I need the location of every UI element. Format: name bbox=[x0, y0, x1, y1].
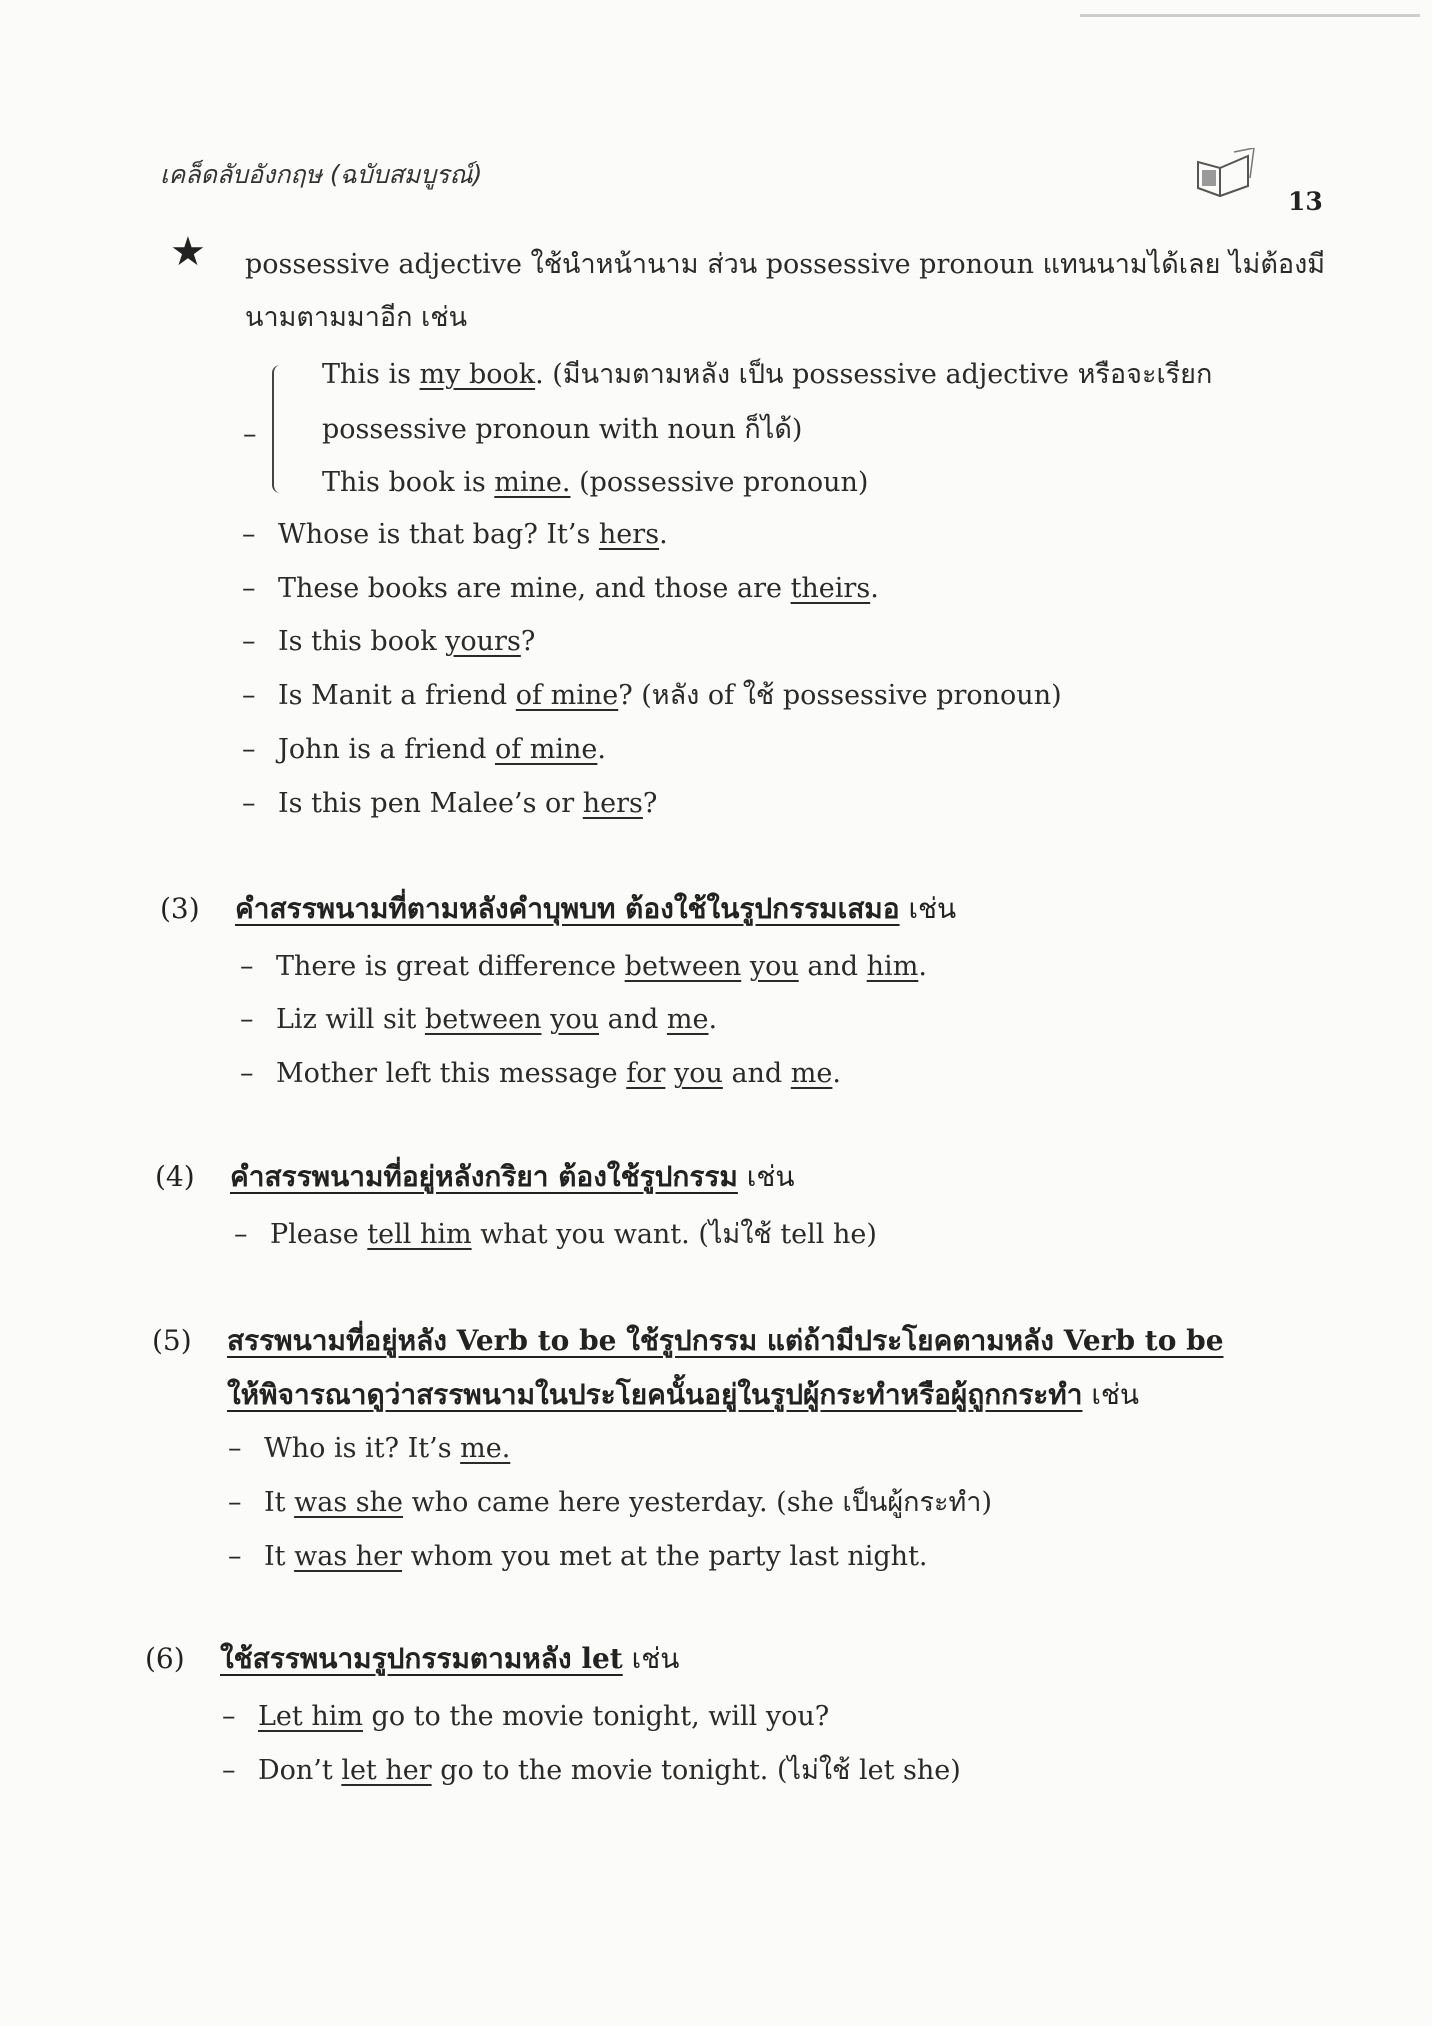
list-item: – Liz will sit between you and me. bbox=[240, 1004, 718, 1035]
brace-example-2: possessive pronoun with noun ก็ได้) bbox=[322, 414, 803, 445]
book-icon bbox=[1190, 148, 1260, 213]
star-icon: ★ bbox=[170, 229, 206, 275]
page-number: 13 bbox=[1288, 187, 1323, 216]
list-item: – Whose is that bag? It’s hers. bbox=[242, 519, 668, 550]
list-item: – John is a friend of mine. bbox=[242, 734, 606, 765]
list-item: – Let him go to the movie tonight, will you? bbox=[222, 1701, 830, 1732]
dash: – bbox=[243, 419, 257, 450]
brace-example-1: This is my book. (มีนามตามหลัง เป็น possessive adjective หรือจะเรียก bbox=[322, 359, 1213, 390]
section-4-heading: (4) คำสรรพนามที่อยู่หลังกริยา ต้องใช้รูปกรรม เช่น bbox=[155, 1160, 795, 1193]
list-item: – Don’t let her go to the movie tonight. (ไม่ใช้ let she) bbox=[222, 1755, 961, 1786]
section-5-heading-line-2: ให้พิจารณาดูว่าสรรพนามในประโยคนั้นอยู่ในรูปผู้กระทำหรือผู้ถูกกระทำ เช่น bbox=[227, 1378, 1140, 1411]
note-line-1: possessive adjective ใช้นำหน้านาม ส่วน possessive pronoun แทนนามได้เลย ไม่ต้องมี bbox=[245, 249, 1326, 280]
book-title: เคล็ดลับอังกฤษ (ฉบับสมบูรณ์) bbox=[160, 160, 483, 189]
list-item: – Please tell him what you want. (ไม่ใช้ tell he) bbox=[234, 1219, 877, 1250]
list-item: – It was she who came here yesterday. (she เป็นผู้กระทำ) bbox=[228, 1487, 992, 1518]
list-item: – There is great difference between you and him. bbox=[240, 951, 927, 982]
section-3-heading: (3) คำสรรพนามที่ตามหลังคำบุพบท ต้องใช้ในรูปกรรมเสมอ เช่น bbox=[160, 892, 957, 925]
brace-example-3: This book is mine. (possessive pronoun) bbox=[322, 467, 869, 498]
note-line-2: นามตามมาอีก เช่น bbox=[245, 302, 468, 333]
scan-edge-line bbox=[1080, 14, 1420, 17]
list-item: – It was her whom you met at the party last night. bbox=[228, 1541, 928, 1572]
list-item: – Mother left this message for you and me. bbox=[240, 1058, 841, 1089]
list-item: – Is Manit a friend of mine? (หลัง of ใช้ possessive pronoun) bbox=[242, 680, 1062, 711]
list-item: – Who is it? It’s me. bbox=[228, 1433, 511, 1464]
list-item: – Is this book yours? bbox=[242, 626, 536, 657]
section-6-heading: (6) ใช้สรรพนามรูปกรรมตามหลัง let เช่น bbox=[145, 1642, 680, 1675]
brace bbox=[272, 365, 288, 493]
section-5-heading: (5) สรรพนามที่อยู่หลัง Verb to be ใช้รูปกรรม แต่ถ้ามีประโยคตามหลัง Verb to be bbox=[152, 1324, 1224, 1357]
list-item: – These books are mine, and those are theirs. bbox=[242, 573, 879, 604]
list-item: – Is this pen Malee’s or hers? bbox=[242, 788, 658, 819]
